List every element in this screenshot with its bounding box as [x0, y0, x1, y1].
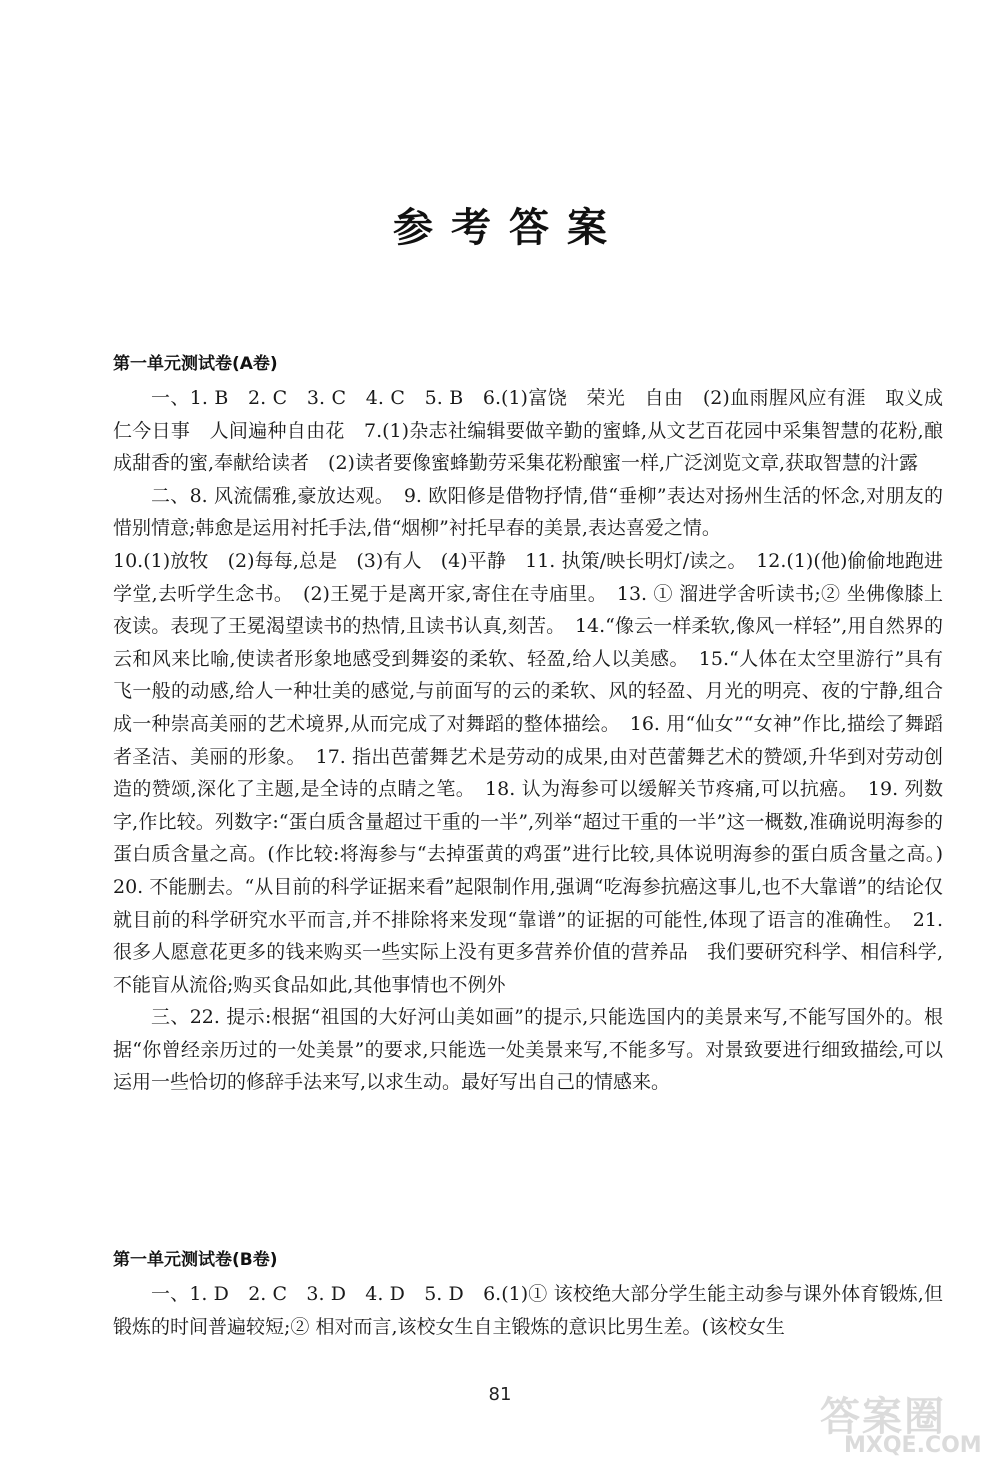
answer-paragraph-1: 一、1. D 2. C 3. D 4. D 5. D 6.(1)① 该校绝大部分学生能主动参与课外体育锻炼,但锻炼的时间普遍较短;② 相对而言,该校女生自主锻炼的意识比男生差。(该校女生	[113, 1283, 943, 1338]
answer-paragraph-1: 一、1. B 2. C 3. C 4. C 5. B 6.(1)富饶 荣光 自由 (2)血雨腥风应有涯 取义成仁今日事 人间遍种自由花 7.(1)杂志社编辑要做辛勤的蜜蜂,从文艺百花园中采集智慧的花粉,酿成甜香的蜜,奉献给读者 (2)读者要像蜜蜂勤劳采集花粉酿蜜一样,广泛浏览文章,获取智慧的汁露	[113, 387, 943, 475]
answer-paragraph-3: 10.(1)放牧 (2)每每,总是 (3)有人 (4)平静 11. 执策/映长明灯/读之。 12.(1)(他)偷偷地跑进学堂,去听学生念书。 (2)王冕于是离开家,寄住在寺庙里。 13. ① 溜进学舍听读书;② 坐佛像膝上夜读。表现了王冕渴望读书的热情,且读书认真,刻苦。 14.“像云一样柔软,像风一样轻”,用自然界的云和风来比喻,使读者形象地感受到舞姿的柔软、轻盈,给人以美感。 15.“人体在太空里游行”具有飞一般的动感,给人一种壮美的感觉,与前面写的云的柔软、风的轻盈、月光的明亮、夜的宁静,组合成一种崇高美丽的艺术境界,从而完成了对舞蹈的整体描绘。 16. 用“仙女”“女神”作比,描绘了舞蹈者圣洁、美丽的形象。 17. 指出芭蕾舞艺术是劳动的成果,由对芭蕾舞艺术的赞颂,升华到对劳动创造的赞颂,深化了主题,是全诗的点睛之笔。 18. 认为海参可以缓解关节疼痛,可以抗癌。 19. 列数字,作比较。列数字:“蛋白质含量超过干重的一半”,列举“超过干重的一半”这一概数,准确说明海参的蛋白质含量之高。(作比较:将海参与“去掉蛋黄的鸡蛋”进行比较,具体说明海参的蛋白质含量之高。) 20. 不能删去。“从目前的科学证据来看”起限制作用,强调“吃海参抗癌这事儿,也不大靠谱”的结论仅就目前的科学研究水平而言,并不排除将来发现“靠谱”的证据的可能性,体现了语言的准确性。 21. 很多人愿意花更多的钱来购买一些实际上没有更多营养价值的营养品 我们要研究科学、相信科学,不能盲从流俗;购买食品如此,其他事情也不例外	[113, 549, 963, 996]
watermark-main-text: 答案圈	[820, 1394, 946, 1440]
page-title: 参考答案	[393, 205, 625, 251]
section-heading: 第一单元测试卷(B卷)	[113, 1250, 278, 1270]
answer-paragraph-2: 二、8. 风流儒雅,豪放达观。 9. 欧阳修是借物抒情,借“垂柳”表达对扬州生活的怀念,对朋友的惜别情意;韩愈是运用衬托手法,借“烟柳”衬托早春的美景,表达喜爱之情。	[113, 484, 943, 540]
section-unit1-test-a	[113, 352, 963, 1099]
watermark-logo	[820, 1385, 995, 1463]
section-heading: 第一单元测试卷(A卷)	[113, 354, 278, 374]
watermark-domain-text: MXQE.COM	[844, 1433, 982, 1458]
page-number: 81	[488, 1384, 512, 1405]
section-unit1-test-b	[113, 1248, 943, 1343]
answer-paragraph-4: 三、22. 提示:根据“祖国的大好河山美如画”的提示,只能选国内的美景来写,不能写国外的。根据“你曾经亲历过的一处美景”的要求,只能选一处美景来写,不能多写。对景致要进行细致描绘,可以运用一些恰切的修辞手法来写,以求生动。最好写出自己的情感来。	[113, 1006, 943, 1094]
